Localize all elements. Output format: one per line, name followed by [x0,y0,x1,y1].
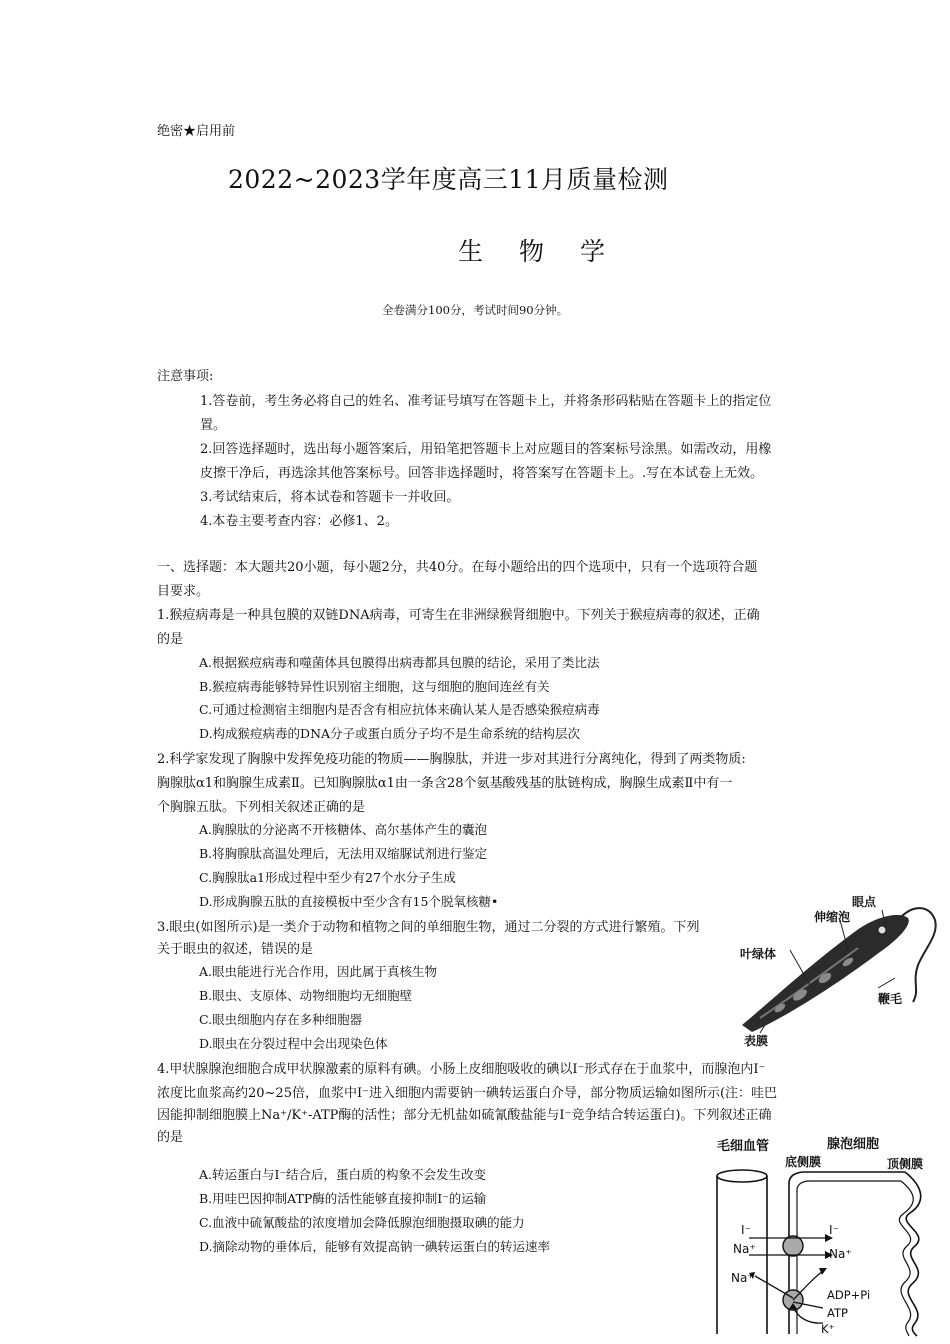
q2-stem-cont2: 个胸腺五肽。下列相关叙述正确的是 [157,800,366,815]
label-atp: ATP [827,1306,848,1320]
euglena-label-contractile: 伸缩泡 [814,910,851,924]
exam-info: 全卷满分100分，考试时间90分钟。 [382,303,569,317]
q4-option-a: A.转运蛋白与I⁻结合后，蛋白质的构象不会发生改变 [199,1167,487,1182]
exam-title: 2022~2023学年度高三11月质量检测 [228,165,669,194]
notice-item-1-cont: 置。 [200,418,227,433]
notice-item-2-cont: 皮擦干净后，再选涂其他答案标号。回答非选择题时，将答案写在答题卡上。.写在本试卷上无效。 [200,466,764,481]
q4-stem: 4.甲状腺腺泡细胞合成甲状腺激素的原料有碘。小肠上皮细胞吸收的碘以I⁻形式存在于血浆中，而腺泡内I⁻ [157,1062,766,1077]
ion-na-outside: Na⁺ [733,1242,756,1256]
notice-item-3: 3.考试结束后，将本试卷和答题卡一并收回。 [200,490,460,505]
q1-option-c: C.可通过检测宿主细胞内是否含有相应抗体来确认某人是否感染猴痘病毒 [199,702,600,717]
nis-transporter-icon [783,1236,803,1256]
q3-option-b: B.眼虫、支原体、动物细胞均无细胞壁 [199,988,413,1003]
euglena-label-pellicle: 表膜 [744,1034,769,1048]
section-heading: 一、选择题：本大题共20小题，每小题2分，共40分。在每小题给出的四个选项中，只有一个选项符合题 [157,560,758,575]
euglena-figure [730,890,945,1050]
ion-na-pumped: Na⁺ [731,1271,754,1285]
notice-item-2: 2.回答选择题时，选出每小题答案后，用铅笔把答题卡上对应题目的答案标号涂黑。如需改动，用橡 [200,442,772,457]
label-follicle-cell: 腺泡细胞 [827,1137,880,1152]
label-basal-membrane: 底侧膜 [785,1155,822,1169]
q2-option-c: C.胸腺肽a1形成过程中至少有27个水分子生成 [199,870,456,885]
notice-heading: 注意事项: [157,369,214,384]
q3-option-c: C.眼虫细胞内存在多种细胞器 [199,1012,363,1027]
label-adp-pi: ADP+Pi [827,1288,871,1302]
q3-stem: 3.眼虫(如图所示)是一类介于动物和植物之间的单细胞生物，通过二分裂的方式进行繁殖。下列 [157,920,700,935]
ion-i-outside: I⁻ [741,1223,751,1237]
label-capillary: 毛细血管 [717,1139,770,1154]
transport-figure [705,1128,945,1340]
q1-option-d: D.构成猴痘病毒的DNA分子或蛋白质分子均不是生命系统的结构层次 [199,726,581,741]
euglena-label-eyespot: 眼点 [852,895,877,909]
q2-option-b: B.将胸腺肽高温处理后，无法用双缩脲试剂进行鉴定 [199,846,488,861]
q2-option-a: A.胸腺肽的分泌离不开核糖体、高尔基体产生的囊泡 [199,822,488,837]
q4-option-d: D.摘除动物的垂体后，能够有效提高钠一碘转运蛋白的转运速率 [199,1239,551,1254]
ion-na-inside: Na⁺ [829,1247,852,1261]
q1-stem: 1.猴痘病毒是一种具包膜的双链DNA病毒，可寄生在非洲绿猴肾细胞中。下列关于猴痘病毒的叙述，正确 [157,608,760,623]
subject-title: 生物学 [458,237,642,266]
label-apical-membrane: 顶侧膜 [887,1157,924,1171]
q4-stem-cont2: 因能抑制细胞膜上Na⁺/K⁺-ATP酶的活性；部分无机盐如硫氰酸盐能与I⁻竞争结合转运蛋白)。下列叙述正确 [157,1108,772,1123]
q1-option-a: A.根据猴痘病毒和噬菌体具包膜得出病毒都具包膜的结论，采用了类比法 [199,655,600,670]
euglena-label-flagellum: 鞭毛 [878,992,903,1006]
q4-stem-cont1: 浓度比血浆高约20~25倍，血浆中I⁻进入细胞内需要钠一碘转运蛋白介导，部分物质运输如图所示(注：哇巴 [157,1086,778,1101]
ion-k: K⁺ [821,1322,835,1336]
secret-label: 绝密★启用前 [157,124,236,139]
q1-option-b: B.猴痘病毒能够特异性识别宿主细胞，这与细胞的胞间连丝有关 [199,679,550,694]
section-heading-cont: 目要求。 [157,584,210,599]
notice-item-4: 4.本卷主要考查内容：必修1、2。 [200,514,398,529]
q2-option-d: D.形成胸腺五肽的直接模板中至少含有15个脱氧核糖• [199,894,499,909]
notice-item-1: 1.答卷前，考生务必将自己的姓名、准考证号填写在答题卡上，并将条形码粘贴在答题卡上的指定位 [200,394,772,409]
q3-option-a: A.眼虫能进行光合作用，因此属于真核生物 [199,964,438,979]
q3-stem-cont: 关于眼虫的叙述，错误的是 [157,942,314,957]
follicle-cell-outline [789,1172,921,1336]
q4-option-b: B.用哇巴因抑制ATP酶的活性能够直接抑制I⁻的运输 [199,1191,487,1206]
q4-stem-cont3: 的是 [157,1130,184,1145]
q1-stem-cont: 的是 [157,632,184,647]
euglena-label-chloroplast: 叶绿体 [740,947,777,961]
q2-stem-cont1: 胸腺肽α1和胸腺生成素Ⅱ。已知胸腺肽α1由一条含28个氨基酸残基的肽链构成，胸腺生成素Ⅱ中有一 [157,776,733,791]
ion-i-inside: I⁻ [829,1223,839,1237]
q4-option-c: C.血液中硫氰酸盐的浓度增加会降低腺泡细胞摄取碘的能力 [199,1215,525,1230]
euglena-body [742,908,936,1033]
q3-option-d: D.眼虫在分裂过程中会出现染色体 [199,1036,388,1051]
q2-stem: 2.科学家发现了胸腺中发挥免疫功能的物质——胸腺肽，并进一步对其进行分离纯化，得到了两类物质: [157,752,746,767]
